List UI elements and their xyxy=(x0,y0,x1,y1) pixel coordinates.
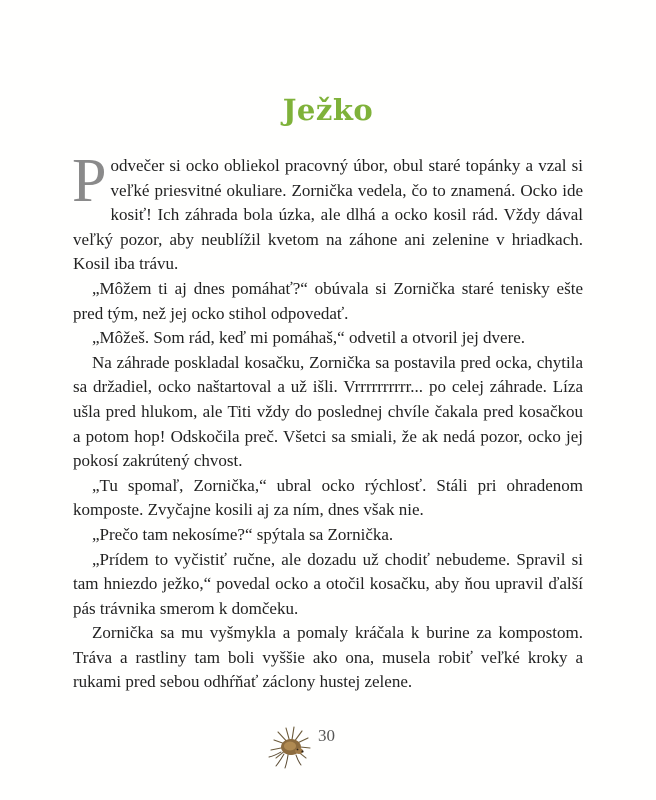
paragraph: „Prečo tam nekosíme?“ spýtala sa Zornička. xyxy=(92,524,394,544)
paragraph: Na záhrade poskladal kosačku, Zornička sa postavila pred ocka, chytila sa držadiel, ocko naštartoval a už išli. Vrrrrrrrrrr... po celej záhrade. Líza ušla pred hlukom, ale Titi vždy do poslednej chvíle čakala pred kosačkou a potom hop! Odskočila preč. Všetci sa smiali, že ak nedá pozor, ocko jej pokosí zakrútený chvost. xyxy=(73,352,583,471)
page-footer xyxy=(0,722,656,772)
chapter-title: Ježko xyxy=(282,93,374,128)
paragraph: Zornička sa mu vyšmykla a pomaly kráčala k burine za kompostom. Tráva a rastliny tam boli vyššie ako ona, musela robiť veľké kroky a rukami pred sebou odhŕňať záclony hustej zelene. xyxy=(73,623,583,692)
chapter-body xyxy=(72,147,583,695)
paragraph: „Prídem to vyčistiť ručne, ale dozadu už chodiť nebudeme. Spravil si tam hniezdo ježko,“ povedal ocko a otočil kosačku, aby ňou upravil ďalší pás trávnika smerom k domčeku. xyxy=(73,549,583,618)
paragraph: „Tu spomaľ, Zornička,“ ubral ocko rýchlosť. Stáli pri ohradenom komposte. Zvyčajne kosili aj za ním, dnes však nie. xyxy=(73,475,583,520)
hedgehog-icon xyxy=(266,724,316,770)
first-paragraph-text: odvečer si ocko obliekol pracovný úbor, obul staré topánky a vzal si veľké priesvitné okuliare. Zornička vedela, čo to znamená. Ocko ide kosiť! Ich záhrada bola úzka, ale dlhá a ocko kosil rád. Vždy dával veľký pozor, aby neublížil kvetom na záhone ani zelenine v hriadkach. Kosil iba trávu. xyxy=(73,156,583,274)
drop-cap: P xyxy=(72,147,107,215)
first-paragraph xyxy=(72,147,583,277)
paragraph: „Môžem ti aj dnes pomáhať?“ obúvala si Zornička staré tenisky ešte pred tým, než jej ocko stihol odpovedať. xyxy=(73,278,583,323)
paragraph: „Môžeš. Som rád, keď mi pomáhaš,“ odvetil a otvoril jej dvere. xyxy=(92,328,526,348)
page-number: 30 xyxy=(318,726,335,745)
